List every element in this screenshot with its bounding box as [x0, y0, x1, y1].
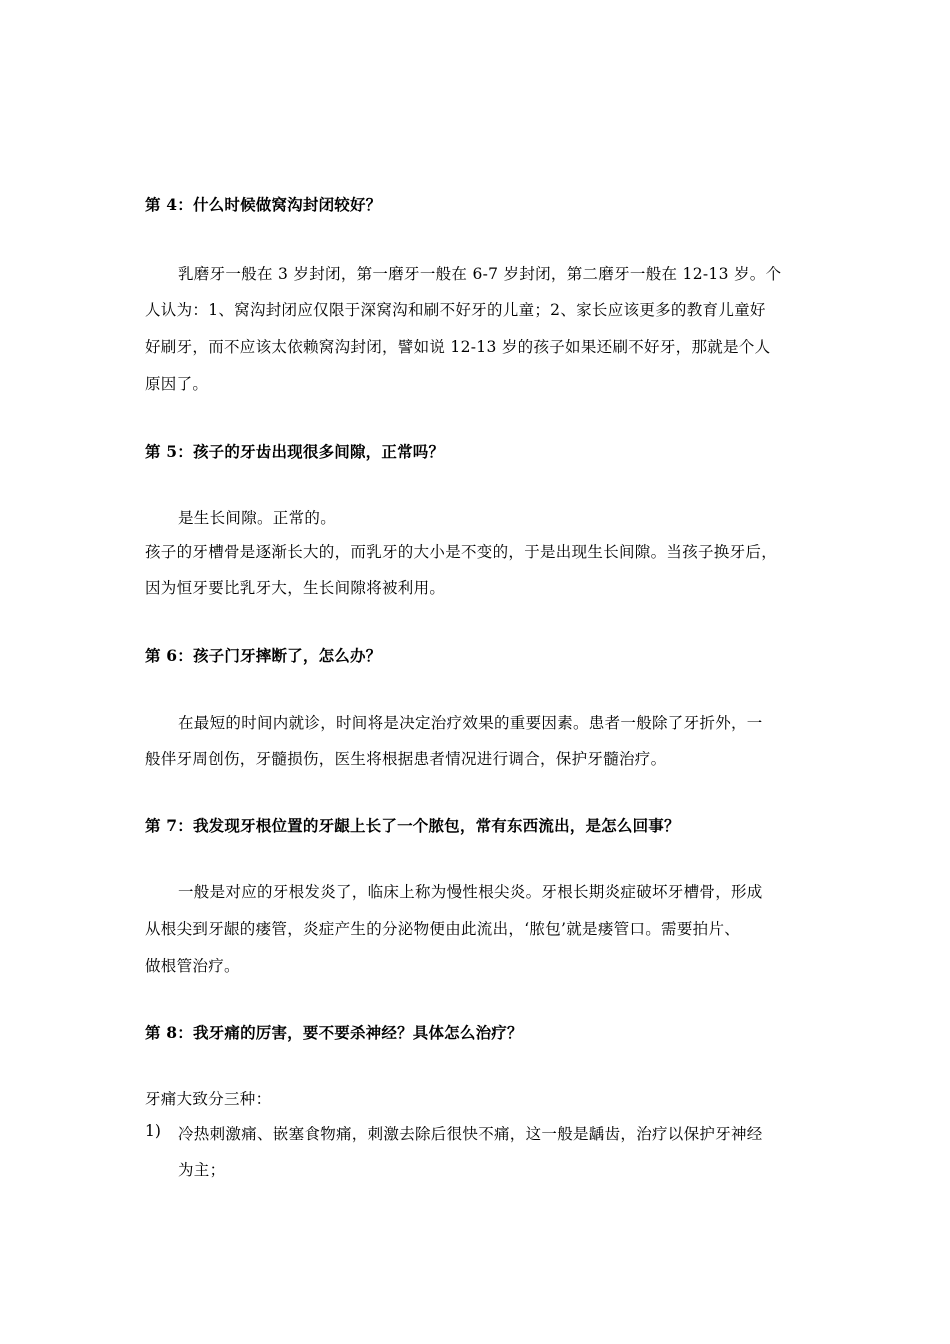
- answer-5-line-3: 因为恒牙要比乳牙大，生长间隙将被利用。: [145, 579, 446, 597]
- answer-5-line-2: 孩子的牙槽骨是逐渐长大的，而乳牙的大小是不变的，于是出现生长间隙。当孩子换牙后，: [145, 543, 778, 561]
- list-item-1-number: 1): [145, 1122, 161, 1140]
- answer-4-line-4: 原因了。: [145, 375, 209, 393]
- question-5-heading: 第 5：孩子的牙齿出现很多间隙，正常吗？: [145, 442, 445, 461]
- answer-8-intro: 牙痛大致分三种：: [145, 1090, 272, 1108]
- answer-6-line-1: 在最短的时间内就诊，时间将是决定治疗效果的重要因素。患者一般除了牙折外，一: [178, 714, 763, 732]
- answer-6-line-2: 般伴牙周创伤，牙髓损伤，医生将根据患者情况进行调合，保护牙髓治疗。: [145, 750, 667, 768]
- question-8-heading: 第 8：我牙痛的厉害，要不要杀神经？具体怎么治疗？: [145, 1023, 523, 1042]
- answer-5-line-1: 是生长间隙。正常的。: [178, 509, 337, 527]
- answer-7-line-1: 一般是对应的牙根发炎了，临床上称为慢性根尖炎。牙根长期炎症破坏牙槽骨，形成: [178, 883, 763, 901]
- answer-4-line-3: 好刷牙，而不应该太依赖窝沟封闭，譬如说 12-13 岁的孩子如果还刷不好牙，那就是个人: [145, 338, 771, 356]
- answer-7-line-2: 从根尖到牙龈的瘘管，炎症产生的分泌物便由此流出，‘脓包’就是瘘管口。需要拍片、: [145, 920, 741, 938]
- list-item-1-line-2: 为主；: [178, 1161, 226, 1179]
- question-7-heading: 第 7：我发现牙根位置的牙龈上长了一个脓包，常有东西流出，是怎么回事？: [145, 816, 680, 835]
- question-6-heading: 第 6：孩子门牙摔断了，怎么办？: [145, 646, 382, 665]
- answer-4-line-1: 乳磨牙一般在 3 岁封闭，第一磨牙一般在 6-7 岁封闭，第二磨牙一般在 12-13 岁。个: [178, 265, 782, 283]
- answer-4-line-2: 人认为：1、窝沟封闭应仅限于深窝沟和刷不好牙的儿童；2、家长应该更多的教育儿童好: [145, 301, 766, 319]
- question-4-heading: 第 4：什么时候做窝沟封闭较好？: [145, 195, 382, 214]
- answer-7-line-3: 做根管治疗。: [145, 957, 240, 975]
- list-item-1-line-1: 冷热刺激痛、嵌塞食物痛，刺激去除后很快不痛，这一般是龋齿，治疗以保护牙神经: [178, 1125, 763, 1143]
